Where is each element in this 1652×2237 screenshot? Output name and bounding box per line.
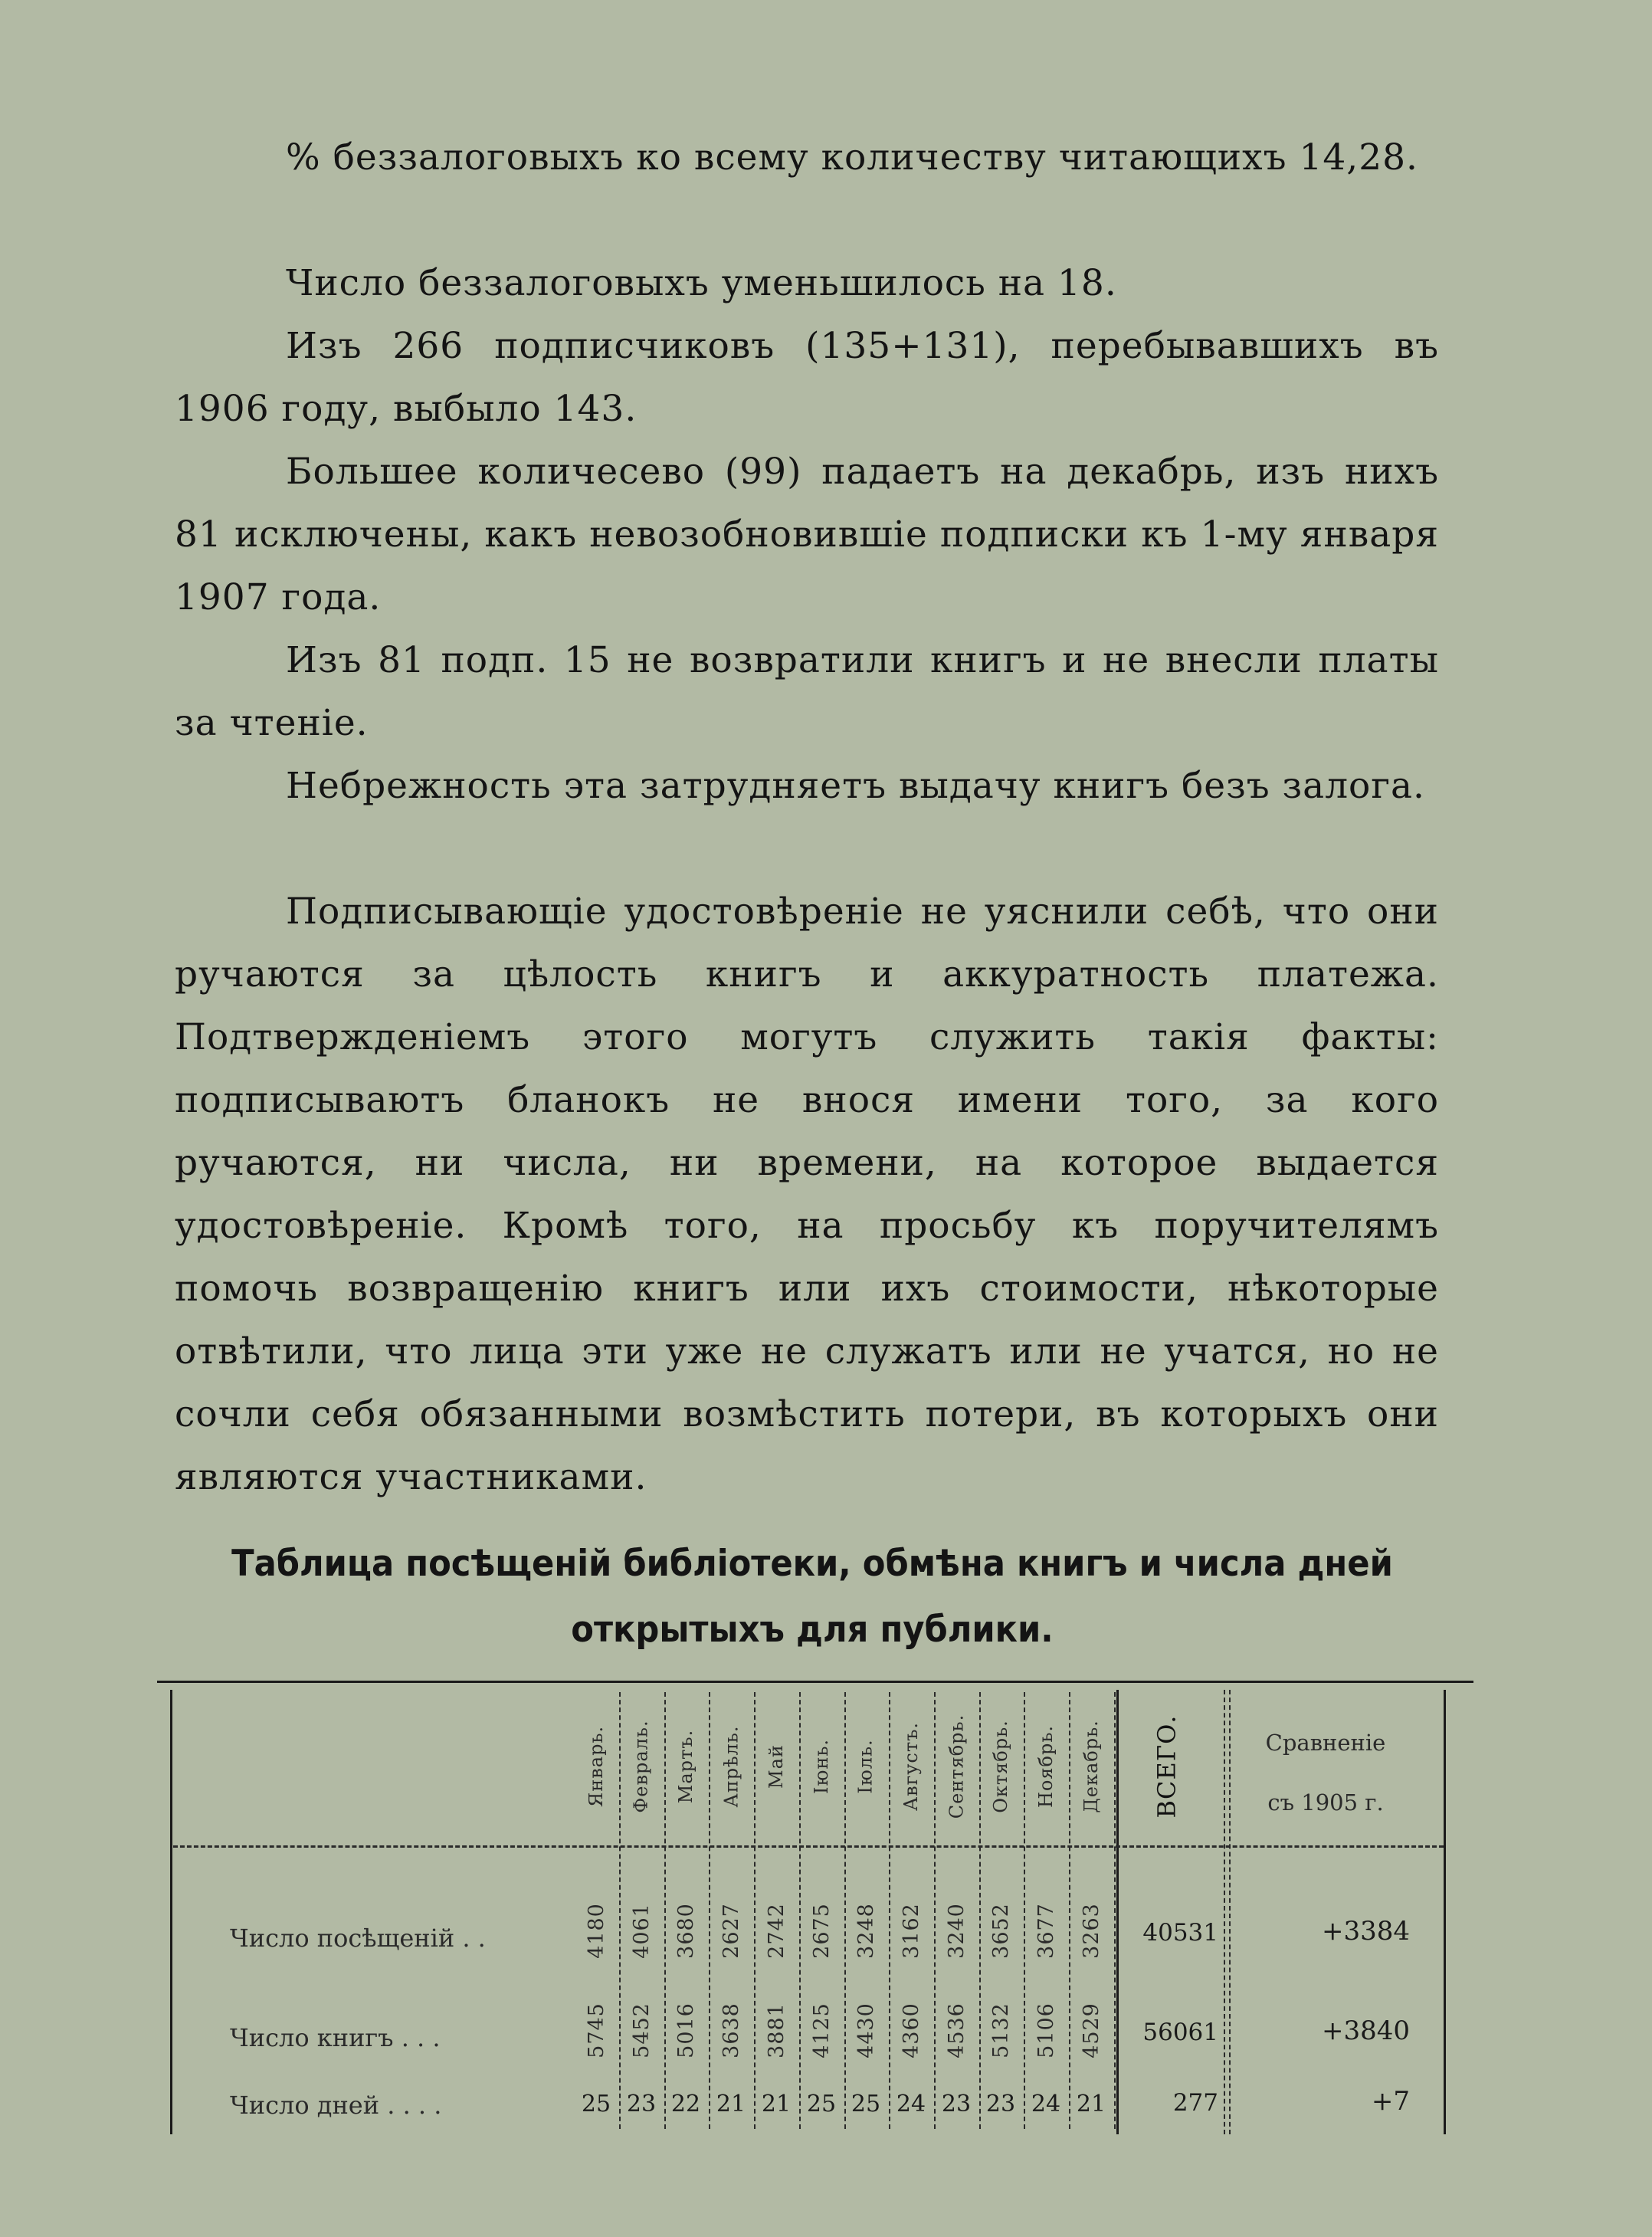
table-caption-line: Таблица посѣщеній библіотеки, обмѣна книгъ и числа дней: [231, 1543, 1393, 1585]
table-caption: [192, 1531, 1432, 1663]
table-cell: 3677: [1034, 1902, 1058, 1959]
table-cell: 21: [761, 2091, 792, 2117]
table-cell: 23: [626, 2091, 657, 2117]
row-label-days: Число дней . . . .: [230, 2091, 442, 2120]
table-cell: 3248: [854, 1902, 878, 1959]
table-cell: 5745: [584, 2002, 608, 2058]
table-cell: 22: [670, 2091, 701, 2117]
table-cell: 2627: [719, 1902, 743, 1959]
table-cell: 3652: [988, 1902, 1013, 1959]
month-header: Май: [765, 1743, 788, 1789]
table-cell: 25: [851, 2091, 881, 2117]
compare-books: +3840: [1321, 2016, 1410, 2046]
table-cell: 5106: [1034, 2002, 1058, 2058]
month-header: Мартъ.: [675, 1729, 697, 1803]
table-cell: 23: [985, 2091, 1016, 2117]
compare-visits: +3384: [1321, 1916, 1410, 1947]
table-caption-line: открытыхъ для публики.: [571, 1609, 1054, 1651]
table-cell: 4125: [809, 2002, 834, 2058]
table-cell: 5452: [629, 2002, 654, 2058]
total-days: 277: [1172, 2089, 1218, 2117]
table-cell: 3680: [674, 1902, 698, 1959]
month-header: Ноябрь.: [1035, 1724, 1057, 1808]
table-divider-dashed: [1224, 1690, 1225, 2134]
table-divider-dashed: [1229, 1690, 1231, 2134]
table-cell: 21: [1076, 2091, 1106, 2117]
paragraph: Изъ 266 подписчиковъ (135+131), перебывавшихъ въ 1906 году, выбыло 143.: [175, 325, 1439, 430]
table-cell: 5132: [988, 2002, 1013, 2058]
paragraph: Число беззалоговыхъ уменьшилось на 18.: [286, 262, 1117, 304]
total-visits: 40531: [1142, 1919, 1218, 1947]
table-top-rule: [157, 1681, 1473, 1683]
month-header: Январь.: [585, 1725, 608, 1807]
table-cell: 21: [716, 2091, 746, 2117]
month-column-rule: [1114, 1692, 1116, 2129]
month-header: Декабрь.: [1080, 1719, 1102, 1813]
table-cell: 3638: [719, 2002, 743, 2058]
month-header: Іюль.: [855, 1738, 877, 1794]
month-header: Апрѣль.: [720, 1725, 742, 1807]
month-header: Августъ.: [900, 1721, 922, 1811]
paragraph: Небрежность эта затрудняетъ выдачу книгъ безъ залога.: [286, 765, 1425, 807]
table-cell: 2742: [764, 1902, 788, 1959]
compare-days: +7: [1371, 2086, 1410, 2117]
table-cell: 4061: [629, 1902, 654, 1959]
paragraph: Большее количесево (99) падаетъ на декабрь, изъ нихъ 81 исключены, какъ невозобновившіе подписки къ 1-му января 1907 года.: [175, 451, 1439, 618]
paragraph: % беззалоговыхъ ко всему количеству читающихъ 14,28.: [286, 136, 1418, 179]
table-cell: 25: [806, 2091, 837, 2117]
table-header-separator: [173, 1845, 1444, 1848]
table-cell: 4529: [1079, 2002, 1103, 2058]
total-books: 56061: [1142, 2019, 1218, 2046]
comparison-header: Сравненіе съ 1905 г.: [1265, 1730, 1386, 1816]
table-cell: 3240: [944, 1902, 969, 1959]
table-cell: 3263: [1079, 1902, 1103, 1959]
paragraph: Изъ 81 подп. 15 не возвратили книгъ и не внесли платы за чтеніе.: [175, 639, 1439, 744]
table-cell: 4360: [899, 2002, 923, 2058]
table-divider: [1116, 1690, 1119, 2134]
table-cell: 5016: [674, 2002, 698, 2058]
month-header: Сентябрь.: [946, 1714, 967, 1819]
table-cell: 3881: [764, 2002, 788, 2058]
table-cell: 2675: [809, 1902, 834, 1959]
table-cell: 4536: [944, 2002, 969, 2058]
table-cell: 24: [1031, 2091, 1061, 2117]
table-left-border: [170, 1690, 172, 2134]
paragraph: Подписывающіе удостовѣреніе не уяснили себѣ, что они ручаются за цѣлость книгъ и аккуратность платежа. Подтвержденіемъ этого могутъ служить такія факты: подписываютъ бланокъ не внося имени того, за кого ручаются, ни числа, ни времени, на которое выдается удостовѣреніе. Кромѣ того, на просьбу къ поручителямъ помочь возвращенію книгъ или ихъ стоимости, нѣкоторые отвѣтили, что лица эти уже не служатъ или не учатся, но не сочли себя обязанными возмѣстить потери, въ которыхъ они являются участниками.: [175, 891, 1439, 1498]
month-header: Февраль.: [631, 1719, 652, 1813]
table-cell: 25: [581, 2091, 611, 2117]
table-cell: 4180: [584, 1902, 608, 1959]
table-cell: 3162: [899, 1902, 923, 1959]
row-label-visits: Число посѣщеній . .: [230, 1924, 486, 1953]
total-header: ВСЕГО.: [1152, 1714, 1182, 1818]
month-header: Іюнь.: [811, 1738, 833, 1794]
table-cell: 23: [941, 2091, 972, 2117]
table-cell: 4430: [854, 2002, 878, 2058]
row-label-books: Число книгъ . . .: [230, 2023, 441, 2052]
table-right-border: [1444, 1690, 1446, 2134]
month-header: Октябрь.: [990, 1719, 1012, 1813]
table-cell: 24: [896, 2091, 926, 2117]
